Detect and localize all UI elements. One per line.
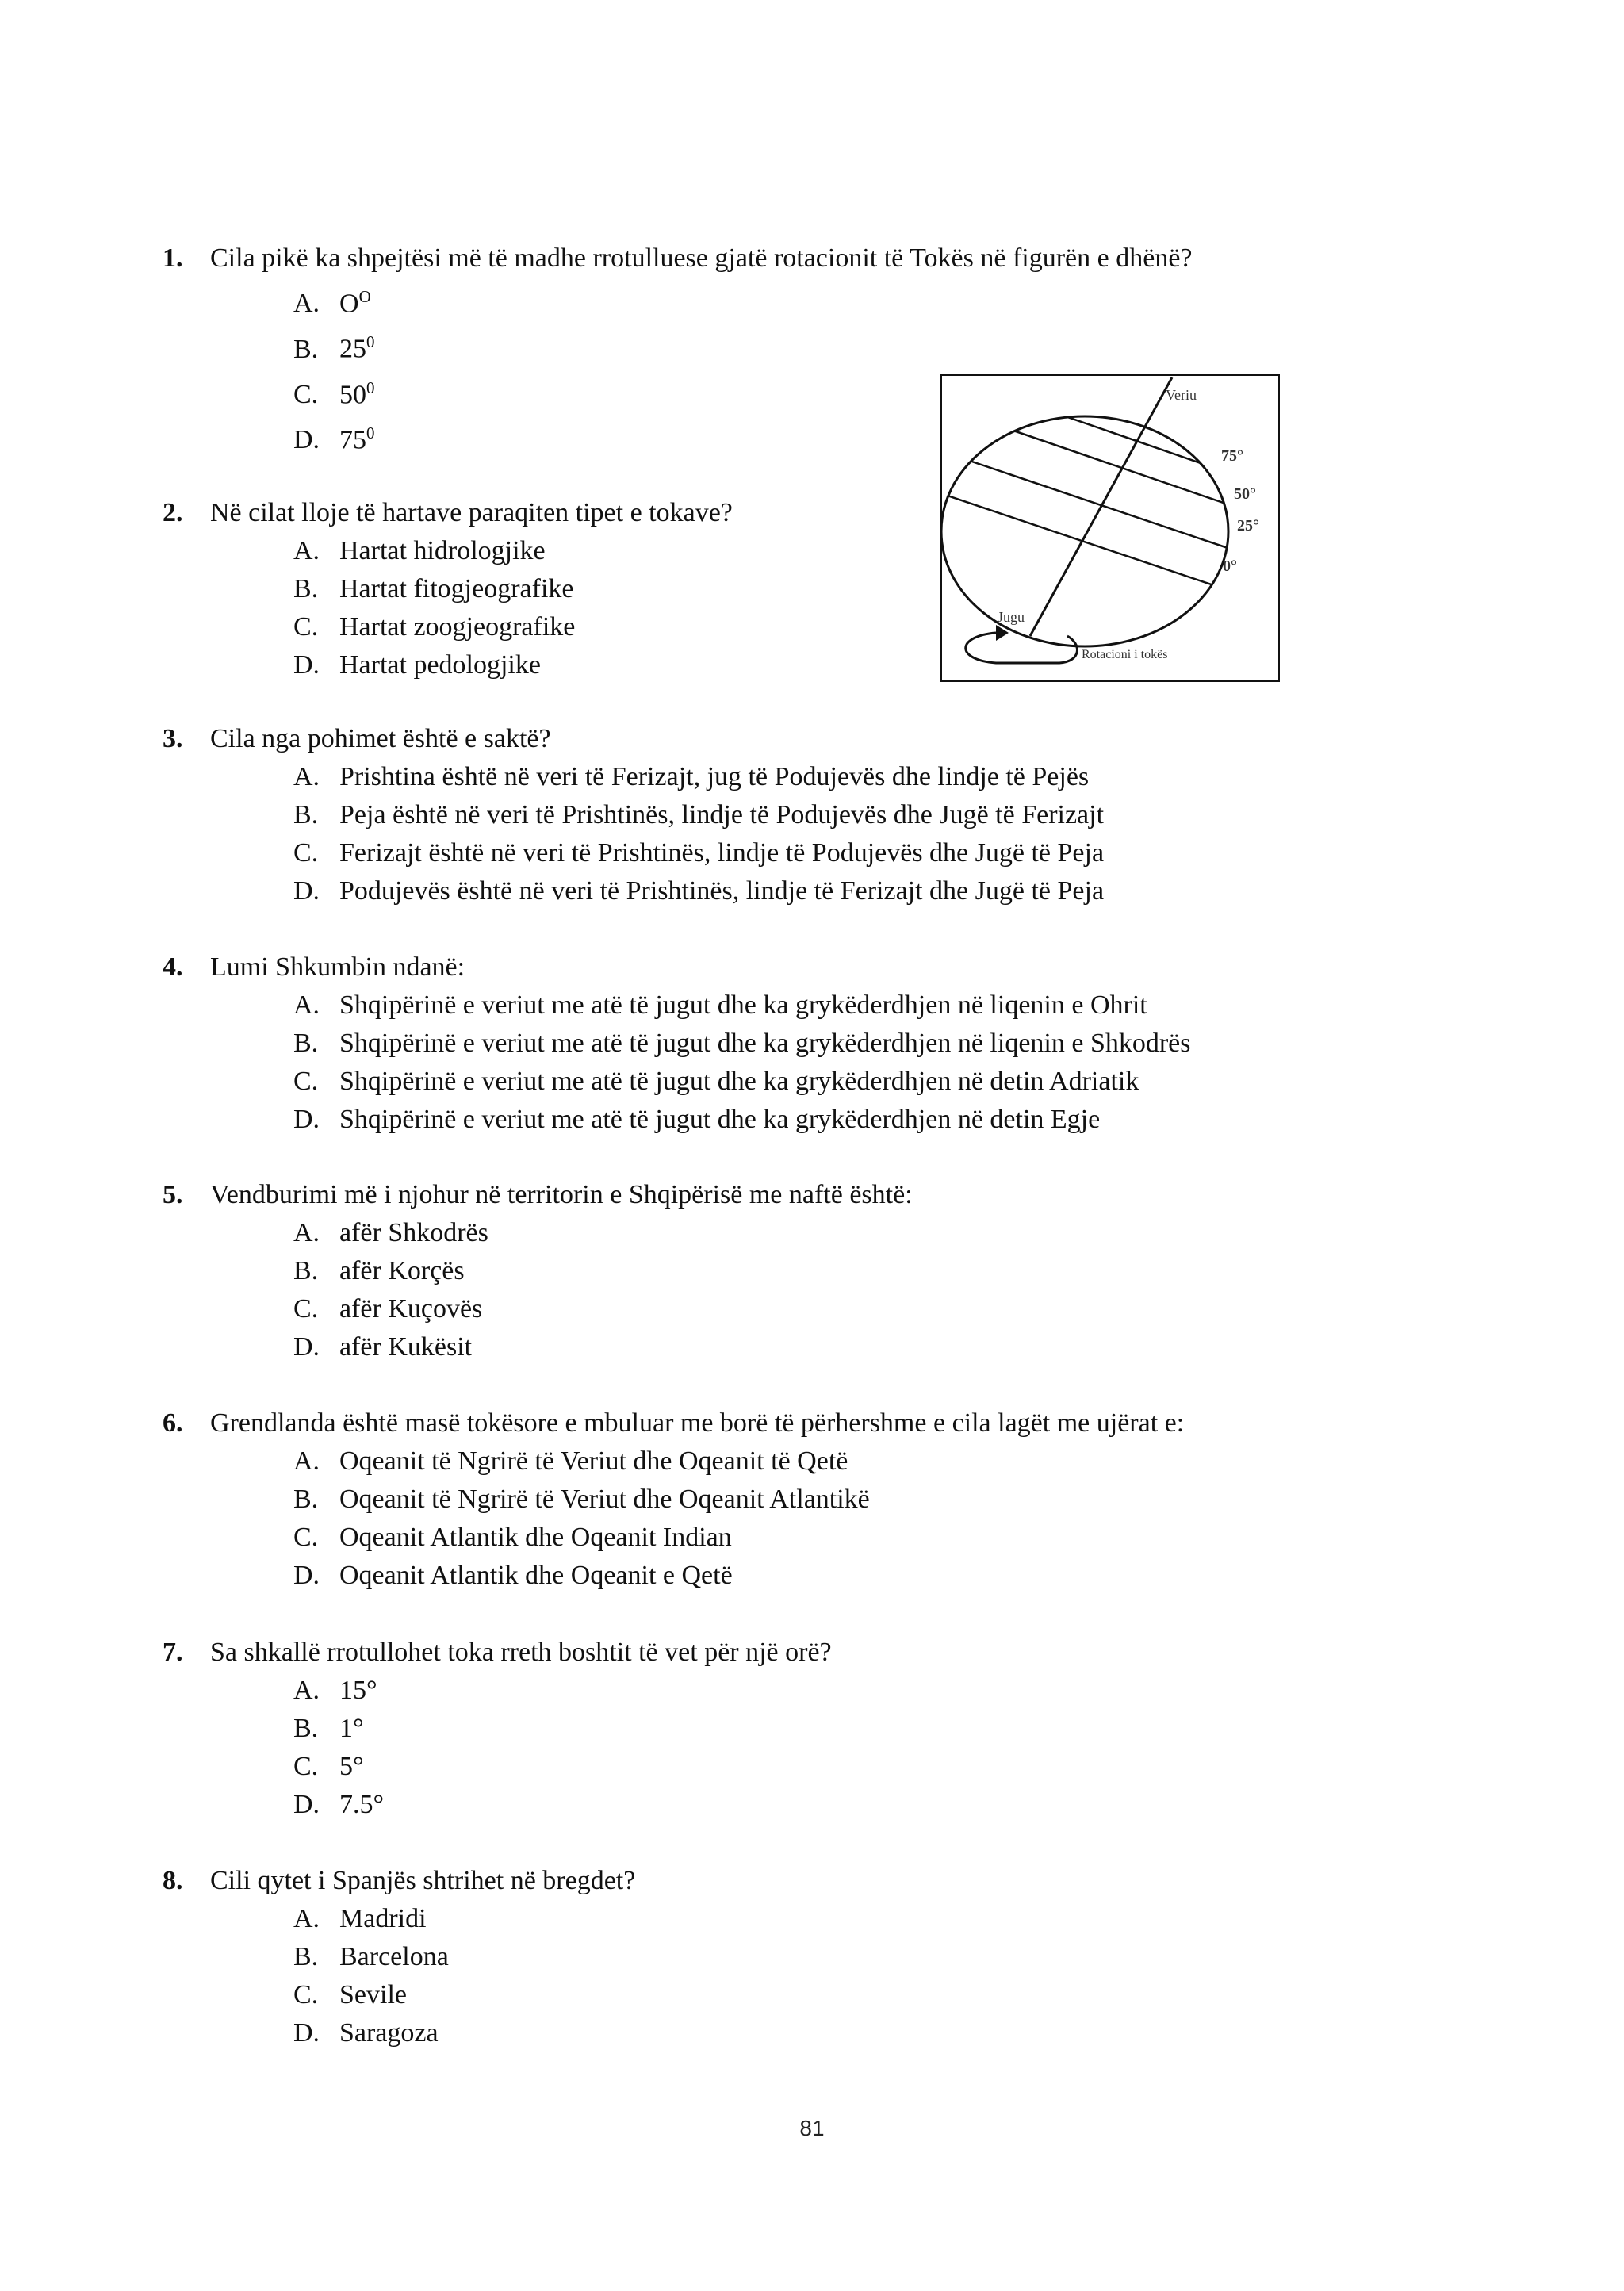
option-text: Saragoza <box>339 2018 439 2048</box>
option-text: 1° <box>339 1714 364 1743</box>
option-letter: B. <box>293 1485 319 1514</box>
option-c <box>293 834 1352 872</box>
question-text: Lumi Shkumbin ndanë: <box>210 952 465 982</box>
option-letter: B. <box>293 1714 319 1743</box>
question-text: Sa shkallë rrotullohet toka rreth boshtit të vet për një orë? <box>210 1638 832 1667</box>
option-d <box>293 1328 1352 1366</box>
question-text: Grendlanda është masë tokësore e mbuluar me borë të përhershme e cila lagët me ujërat e: <box>210 1408 1185 1438</box>
option-d <box>293 1101 1352 1139</box>
question-2 <box>163 494 1352 684</box>
option-text: 25 <box>339 334 366 364</box>
option-text: Podujevës është në veri të Prishtinës, lindje të Ferizajt dhe Jugë të Peja <box>339 876 1105 906</box>
question-4 <box>163 948 1352 1139</box>
option-text: 15° <box>339 1676 377 1705</box>
question-number: 3. <box>163 724 183 753</box>
question-8 <box>163 1862 1352 2052</box>
question-text: Cili qytet i Spanjës shtrihet në bregdet? <box>210 1866 636 1895</box>
option-text: afër Shkodrës <box>339 1218 488 1247</box>
question-3 <box>163 720 1352 910</box>
option-letter: A. <box>293 536 320 565</box>
option-letter: D. <box>293 1105 320 1134</box>
option-a <box>293 1214 1352 1252</box>
option-text: 50 <box>339 379 366 409</box>
option-d <box>293 1786 1352 1824</box>
question-text: Vendburimi më i njohur në territorin e Shqipërisë me naftë është: <box>210 1180 913 1209</box>
option-letter: B. <box>293 334 319 364</box>
options-list <box>293 1672 1352 1824</box>
option-letter: A. <box>293 289 320 319</box>
options-list <box>293 1442 1352 1595</box>
option-letter: B. <box>293 1029 319 1058</box>
option-text: Shqipërinë e veriut me atë të jugut dhe ka grykëderdhjen në detin Adriatik <box>339 1067 1139 1096</box>
south-label: Jugu <box>998 609 1025 625</box>
options-list <box>293 1214 1352 1366</box>
question-number: 5. <box>163 1180 183 1209</box>
option-b <box>293 1025 1352 1063</box>
option-d <box>293 1557 1352 1595</box>
option-letter: D. <box>293 876 320 906</box>
option-b <box>293 1252 1352 1290</box>
option-text: Hartat zoogjeografike <box>339 612 576 642</box>
option-letter: D. <box>293 1561 320 1590</box>
option-text: afër Kuçovës <box>339 1294 483 1324</box>
option-b <box>293 796 1352 834</box>
option-letter: D. <box>293 1332 320 1362</box>
option-text: Oqeanit Atlantik dhe Oqeanit e Qetë <box>339 1561 733 1590</box>
option-text: Prishtina është në veri të Ferizajt, jug të Podujevës dhe lindje të Pejës <box>339 762 1090 791</box>
question-number: 8. <box>163 1866 183 1895</box>
page-number: 81 <box>799 2116 825 2140</box>
option-text: Hartat pedologjike <box>339 650 541 680</box>
option-b <box>293 1710 1352 1748</box>
option-letter: C. <box>293 1752 319 1781</box>
latitude-75-label: 75° <box>1221 447 1243 465</box>
option-letter: C. <box>293 838 319 868</box>
option-text: O <box>339 289 359 319</box>
option-b <box>293 1938 1352 1976</box>
option-letter: A. <box>293 990 320 1020</box>
latitude-25-label: 25° <box>1237 517 1259 534</box>
option-letter: A. <box>293 1676 320 1705</box>
question-6 <box>163 1404 1352 1595</box>
option-a <box>293 1442 1352 1481</box>
option-text: Ferizajt është në veri të Prishtinës, lindje të Podujevës dhe Jugë të Peja <box>339 838 1105 868</box>
option-text: Shqipërinë e veriut me atë të jugut dhe ka grykëderdhjen në detin Egje <box>339 1105 1101 1134</box>
question-text: Cila nga pohimet është e saktë? <box>210 724 551 753</box>
option-letter: C. <box>293 1523 319 1552</box>
option-letter: A. <box>293 1218 320 1247</box>
question-text: Në cilat lloje të hartave paraqiten tipet e tokave? <box>210 498 733 527</box>
question-number: 4. <box>163 952 183 982</box>
option-c <box>293 1748 1352 1786</box>
option-a <box>293 532 1352 570</box>
option-letter: C. <box>293 612 319 642</box>
option-a <box>293 278 1352 323</box>
question-number: 7. <box>163 1638 183 1667</box>
option-letter: D. <box>293 1790 320 1819</box>
option-d <box>293 646 1352 684</box>
option-superscript: O <box>358 287 371 306</box>
option-text: Shqipërinë e veriut me atë të jugut dhe ka grykëderdhjen në liqenin e Shkodrës <box>339 1029 1191 1058</box>
option-letter: A. <box>293 1904 320 1933</box>
question-number: 6. <box>163 1408 183 1438</box>
option-text: Barcelona <box>339 1942 449 1971</box>
question-5 <box>163 1176 1352 1366</box>
question-number: 1. <box>163 243 183 273</box>
option-letter: B. <box>293 574 319 603</box>
options-list <box>293 987 1352 1139</box>
option-c <box>293 1976 1352 2014</box>
option-text: Hartat hidrologjike <box>339 536 546 565</box>
question-text: Cila pikë ka shpejtësi më të madhe rrotulluese gjatë rotacionit të Tokës në figurën e dhënë? <box>210 243 1193 273</box>
north-label: Veriu <box>1166 387 1197 403</box>
option-letter: A. <box>293 762 320 791</box>
rotation-label: Rotacioni i tokës <box>1082 648 1168 661</box>
option-text: afër Korçës <box>339 1256 465 1285</box>
option-text: Hartat fitogjeografike <box>339 574 574 603</box>
option-letter: B. <box>293 800 319 829</box>
option-text: 5° <box>339 1752 364 1781</box>
option-b <box>293 323 1352 368</box>
option-letter: C. <box>293 379 319 409</box>
option-superscript: 0 <box>366 377 375 397</box>
latitude-50-label: 50° <box>1234 485 1256 503</box>
options-list <box>293 758 1352 910</box>
option-c <box>293 1290 1352 1328</box>
option-letter: C. <box>293 1294 319 1324</box>
option-text: afër Kukësit <box>339 1332 473 1362</box>
question-7 <box>163 1634 1352 1824</box>
option-letter: D. <box>293 425 320 455</box>
option-d <box>293 2014 1352 2052</box>
option-b <box>293 570 1352 608</box>
option-text: Shqipërinë e veriut me atë të jugut dhe ka grykëderdhjen në liqenin e Ohrit <box>339 990 1147 1020</box>
option-text: 75 <box>339 425 366 455</box>
option-a <box>293 987 1352 1025</box>
option-text: Peja është në veri të Prishtinës, lindje të Podujevës dhe Jugë të Ferizajt <box>339 800 1105 829</box>
options-list <box>293 532 1352 684</box>
option-letter: D. <box>293 2018 320 2048</box>
option-text: Oqeanit Atlantik dhe Oqeanit Indian <box>339 1523 732 1552</box>
option-b <box>293 1481 1352 1519</box>
option-c <box>293 1063 1352 1101</box>
option-c <box>293 608 1352 646</box>
option-letter: C. <box>293 1980 319 2009</box>
option-c <box>293 1519 1352 1557</box>
option-superscript: 0 <box>366 423 375 442</box>
option-d <box>293 872 1352 910</box>
option-text: 7.5° <box>339 1790 385 1819</box>
option-a <box>293 1672 1352 1710</box>
option-letter: A. <box>293 1446 320 1476</box>
option-letter: D. <box>293 650 320 680</box>
option-letter: C. <box>293 1067 319 1096</box>
option-a <box>293 758 1352 796</box>
option-letter: B. <box>293 1256 319 1285</box>
latitude-0-label: 0° <box>1223 557 1237 575</box>
option-letter: B. <box>293 1942 319 1971</box>
option-superscript: 0 <box>366 332 375 352</box>
option-text: Oqeanit të Ngrirë të Veriut dhe Oqeanit të Qetë <box>339 1446 848 1476</box>
option-a <box>293 1900 1352 1938</box>
option-text: Madridi <box>339 1904 427 1933</box>
option-text: Oqeanit të Ngrirë të Veriut dhe Oqeanit Atlantikë <box>339 1485 870 1514</box>
question-number: 2. <box>163 498 183 527</box>
options-list <box>293 1900 1352 2052</box>
option-text: Sevile <box>339 1980 407 2009</box>
